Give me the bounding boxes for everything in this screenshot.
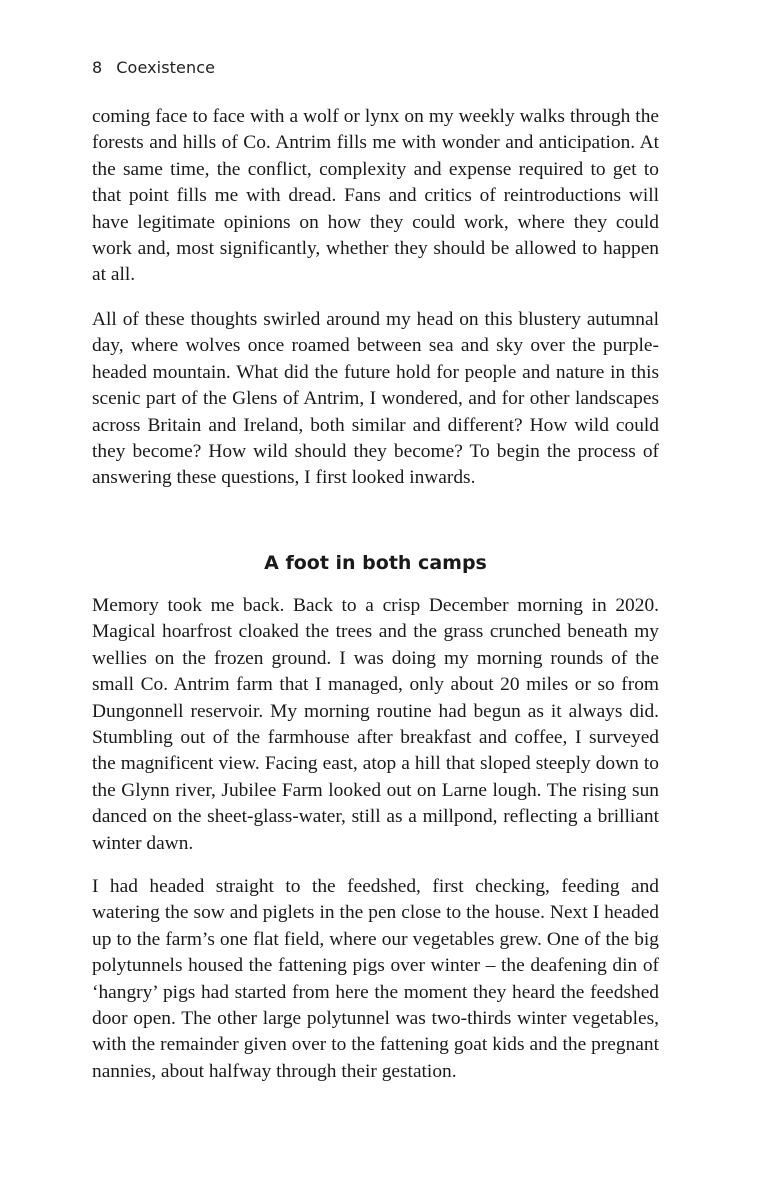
section-heading: A foot in both camps	[264, 552, 487, 574]
paragraph-2: All of these thoughts swirled around my head on this blustery autumnal day, where wolves once roamed between sea and sky over the purple-headed mountain. What did the future hold for people and nature in this scenic part of the Glens of Antrim, I wondered, and for other landscapes across Britain and Ireland, both similar and different? How wild could they become? How wild should they become? To begin the process of answering these questions, I first looked inwards.	[92, 309, 659, 489]
paragraph-1: coming face to face with a wolf or lynx on my weekly walks through the forests and hills of Co. Antrim fills me with wonder and anticipation. At the same time, the conflict, complexity and expense required to get to that point fills me with dread. Fans and critics of reintroductions will have legitimate opinions on how they could work, where they could work and, most significantly, whether they should be allowed to happen at all.	[92, 106, 659, 286]
running-head	[92, 58, 215, 77]
paragraph-4: I had headed straight to the feedshed, first checking, feeding and watering the sow and piglets in the pen close to the house. Next I headed up to the farm’s one flat field, where our vegetables grew. One of the big polytunnels housed the fattening pigs over winter – the deafening din of ‘hangry’ pigs had started from here the moment they heard the feedshed door open. The other large polytunnel was two-thirds winter vegetables, with the remainder given over to the fattening goat kids and the pregnant nannies, about halfway through their gestation.	[92, 876, 659, 1082]
page-number: 8	[92, 58, 103, 77]
running-title: Coexistence	[116, 58, 216, 77]
paragraph-3: Memory took me back. Back to a crisp December morning in 2020. Magical hoarfrost cloaked the trees and the grass crunched beneath my wellies on the frozen ground. I was doing my morning rounds of the small Co. Antrim farm that I managed, only about 20 miles or so from Dungonnell reservoir. My morning routine had begun as it always did. Stumbling out of the farmhouse after breakfast and coffee, I surveyed the magnificent view. Facing east, atop a hill that sloped steeply down to the Glynn river, Jubilee Farm looked out on Larne lough. The rising sun danced on the sheet-glass-water, still as a millpond, reflecting a brilliant winter dawn.	[92, 595, 659, 854]
